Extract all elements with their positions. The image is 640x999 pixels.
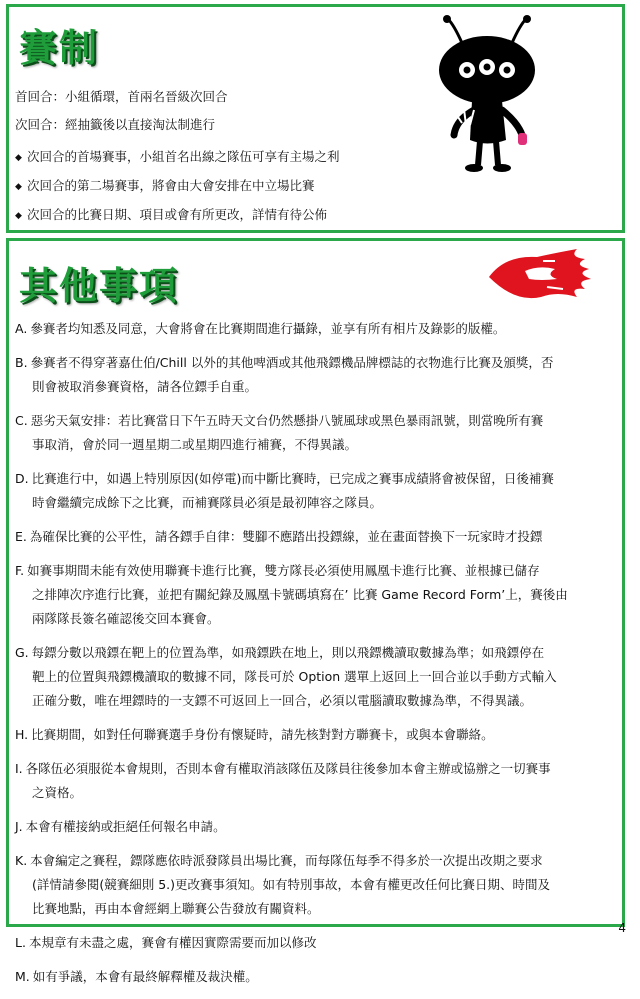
- list-item-label: G.: [15, 645, 29, 660]
- list-item-text: 本規章有未盡之處，賽會有權因實際需要而加以修改: [28, 935, 317, 950]
- list-item: [15, 409, 623, 457]
- list-item: [15, 525, 623, 549]
- list-item-text: 本會有權接納或拒絕任何報名申請。: [25, 819, 226, 834]
- list-item-text: 比賽進行中，如遇上特別原因(如停電)而中斷比賽時，已完成之賽事成績將會被保留，日後補賽: [31, 471, 554, 486]
- list-item-label: I.: [15, 761, 23, 776]
- diamond-bullet-icon: ◆: [15, 182, 22, 192]
- list-item-text: 如有爭議，本會有最終解釋權及裁決權。: [32, 969, 258, 984]
- other-section: [6, 238, 625, 984]
- diamond-bullet-icon: ◆: [15, 211, 22, 221]
- list-item-text: 參賽者均知悉及同意，大會將會在比賽期間進行攝錄，並享有所有相片及錄影的版權。: [30, 321, 506, 336]
- page-number: 4: [618, 921, 626, 935]
- list-item-text: 參賽者不得穿著嘉仕伯/Chill 以外的其他啤酒或其他飛鏢機品牌標誌的衣物進行比賽及頒獎，否: [30, 355, 554, 370]
- rules-line-2: 次回合：經抽籤後以直接淘汰制進行: [15, 117, 216, 132]
- list-item-text: 本會編定之賽程，鏢隊應依時派發隊員出場比賽，而每隊伍每季不得多於一次提出改期之要求: [30, 853, 543, 868]
- list-item-label: L.: [15, 935, 26, 950]
- list-item: [15, 317, 623, 341]
- list-item-text: 惡劣天氣安排：若比賽當日下午五時天文台仍然懸掛八號風球或黑色暴雨訊號，則當晚所有賽: [30, 413, 544, 428]
- list-item-label: D.: [15, 471, 29, 486]
- list-item-text: 之排陣次序進行比賽，並把有關紀錄及鳳凰卡號碼填寫在’ 比賽 Game Record Form’上，賽後由: [32, 587, 568, 602]
- rules-bullet-3: [15, 205, 327, 223]
- list-item-text: 各隊伍必須服從本會規則，否則本會有權取消該隊伍及隊員往後參加本會主辦或協辦之一切賽事: [25, 761, 551, 776]
- list-item-label: K.: [15, 853, 28, 868]
- list-item-text: 時會繼續完成餘下之比賽，而補賽隊員必須是最初陣容之隊員。: [32, 495, 383, 510]
- list-item: [15, 815, 623, 839]
- list-item-text: 兩隊隊長簽名確認後交回本賽會。: [32, 611, 220, 626]
- list-item-text: 則會被取消參賽資格，請各位鏢手自重。: [32, 379, 258, 394]
- rules-bullet-2: [15, 176, 315, 194]
- list-item-label: A.: [15, 321, 28, 336]
- rules-bullet-text: 次回合的比賽日期、項目或會有所更改，詳情有待公佈: [27, 207, 328, 222]
- list-item: [15, 351, 623, 399]
- list-item-text: 正確分數，唯在埋鏢時的一支鏢不可返回上一回合，必須以電腦讀取數據為準，不得異議。: [32, 693, 533, 708]
- rules-title: 賽制: [19, 25, 100, 70]
- list-item-text: 靶上的位置與飛鏢機讀取的數據不同，隊長可於 Option 選單上返回上一回合並以手動方式輸入: [32, 669, 557, 684]
- rules-section: [6, 4, 625, 233]
- list-item-text: 比賽期間，如對任何聯賽選手身份有懷疑時，請先核對對方聯賽卡，或與本會聯絡。: [31, 727, 494, 742]
- list-item: [15, 849, 623, 921]
- diamond-bullet-icon: ◆: [15, 153, 22, 163]
- list-item-label: B.: [15, 355, 28, 370]
- list-item-label: J.: [15, 819, 23, 834]
- list-item-label: H.: [15, 727, 29, 742]
- rules-bullet-text: 次回合的第二場賽事，將會由大會安排在中立場比賽: [27, 178, 315, 193]
- list-item: [15, 931, 623, 955]
- list-item-text: 比賽地點，再由本會經網上聯賽公告發放有關資料。: [32, 901, 320, 916]
- list-item: [15, 641, 623, 713]
- other-items-list: [15, 317, 623, 999]
- list-item-text: 每鏢分數以飛鏢在靶上的位置為準，如飛鏢跌在地上，則以飛鏢機讀取數據為準；如飛鏢停在: [31, 645, 545, 660]
- list-item: [15, 467, 623, 515]
- flame-logo-icon: [485, 247, 595, 307]
- list-item-label: E.: [15, 529, 27, 544]
- alien-mascot-icon: [432, 15, 542, 185]
- list-item: [15, 723, 623, 747]
- rules-bullet-text: 次回合的首場賽事，小組首名出線之隊伍可享有主場之利: [27, 149, 340, 164]
- list-item-text: 如賽事期間未能有效使用聯賽卡進行比賽，雙方隊長必須使用鳳凰卡進行比賽、並根據已儲存: [27, 563, 540, 578]
- list-item-label: M.: [15, 969, 30, 984]
- list-item-text: 之資格。: [32, 785, 83, 800]
- list-item: [15, 965, 623, 989]
- list-item-text: 為確保比賽的公平性，請各鏢手自律：雙腳不應踏出投鏢線，並在畫面替換下一玩家時才投鏢: [29, 529, 543, 544]
- list-item-label: F.: [15, 563, 25, 578]
- rules-bullet-1: [15, 147, 340, 165]
- list-item-text: (詳情請參閱(競賽細則 5.)更改賽事須知。如有特別事故，本會有權更改任何比賽日期、時間及: [32, 877, 551, 892]
- list-item-label: C.: [15, 413, 28, 428]
- other-title: 其他事項: [19, 263, 180, 308]
- rules-line-1: 首回合：小組循環，首兩名晉級次回合: [15, 89, 228, 104]
- list-item: [15, 757, 623, 805]
- list-item: [15, 559, 623, 631]
- list-item-text: 事取消，會於同一週星期二或星期四進行補賽，不得異議。: [32, 437, 358, 452]
